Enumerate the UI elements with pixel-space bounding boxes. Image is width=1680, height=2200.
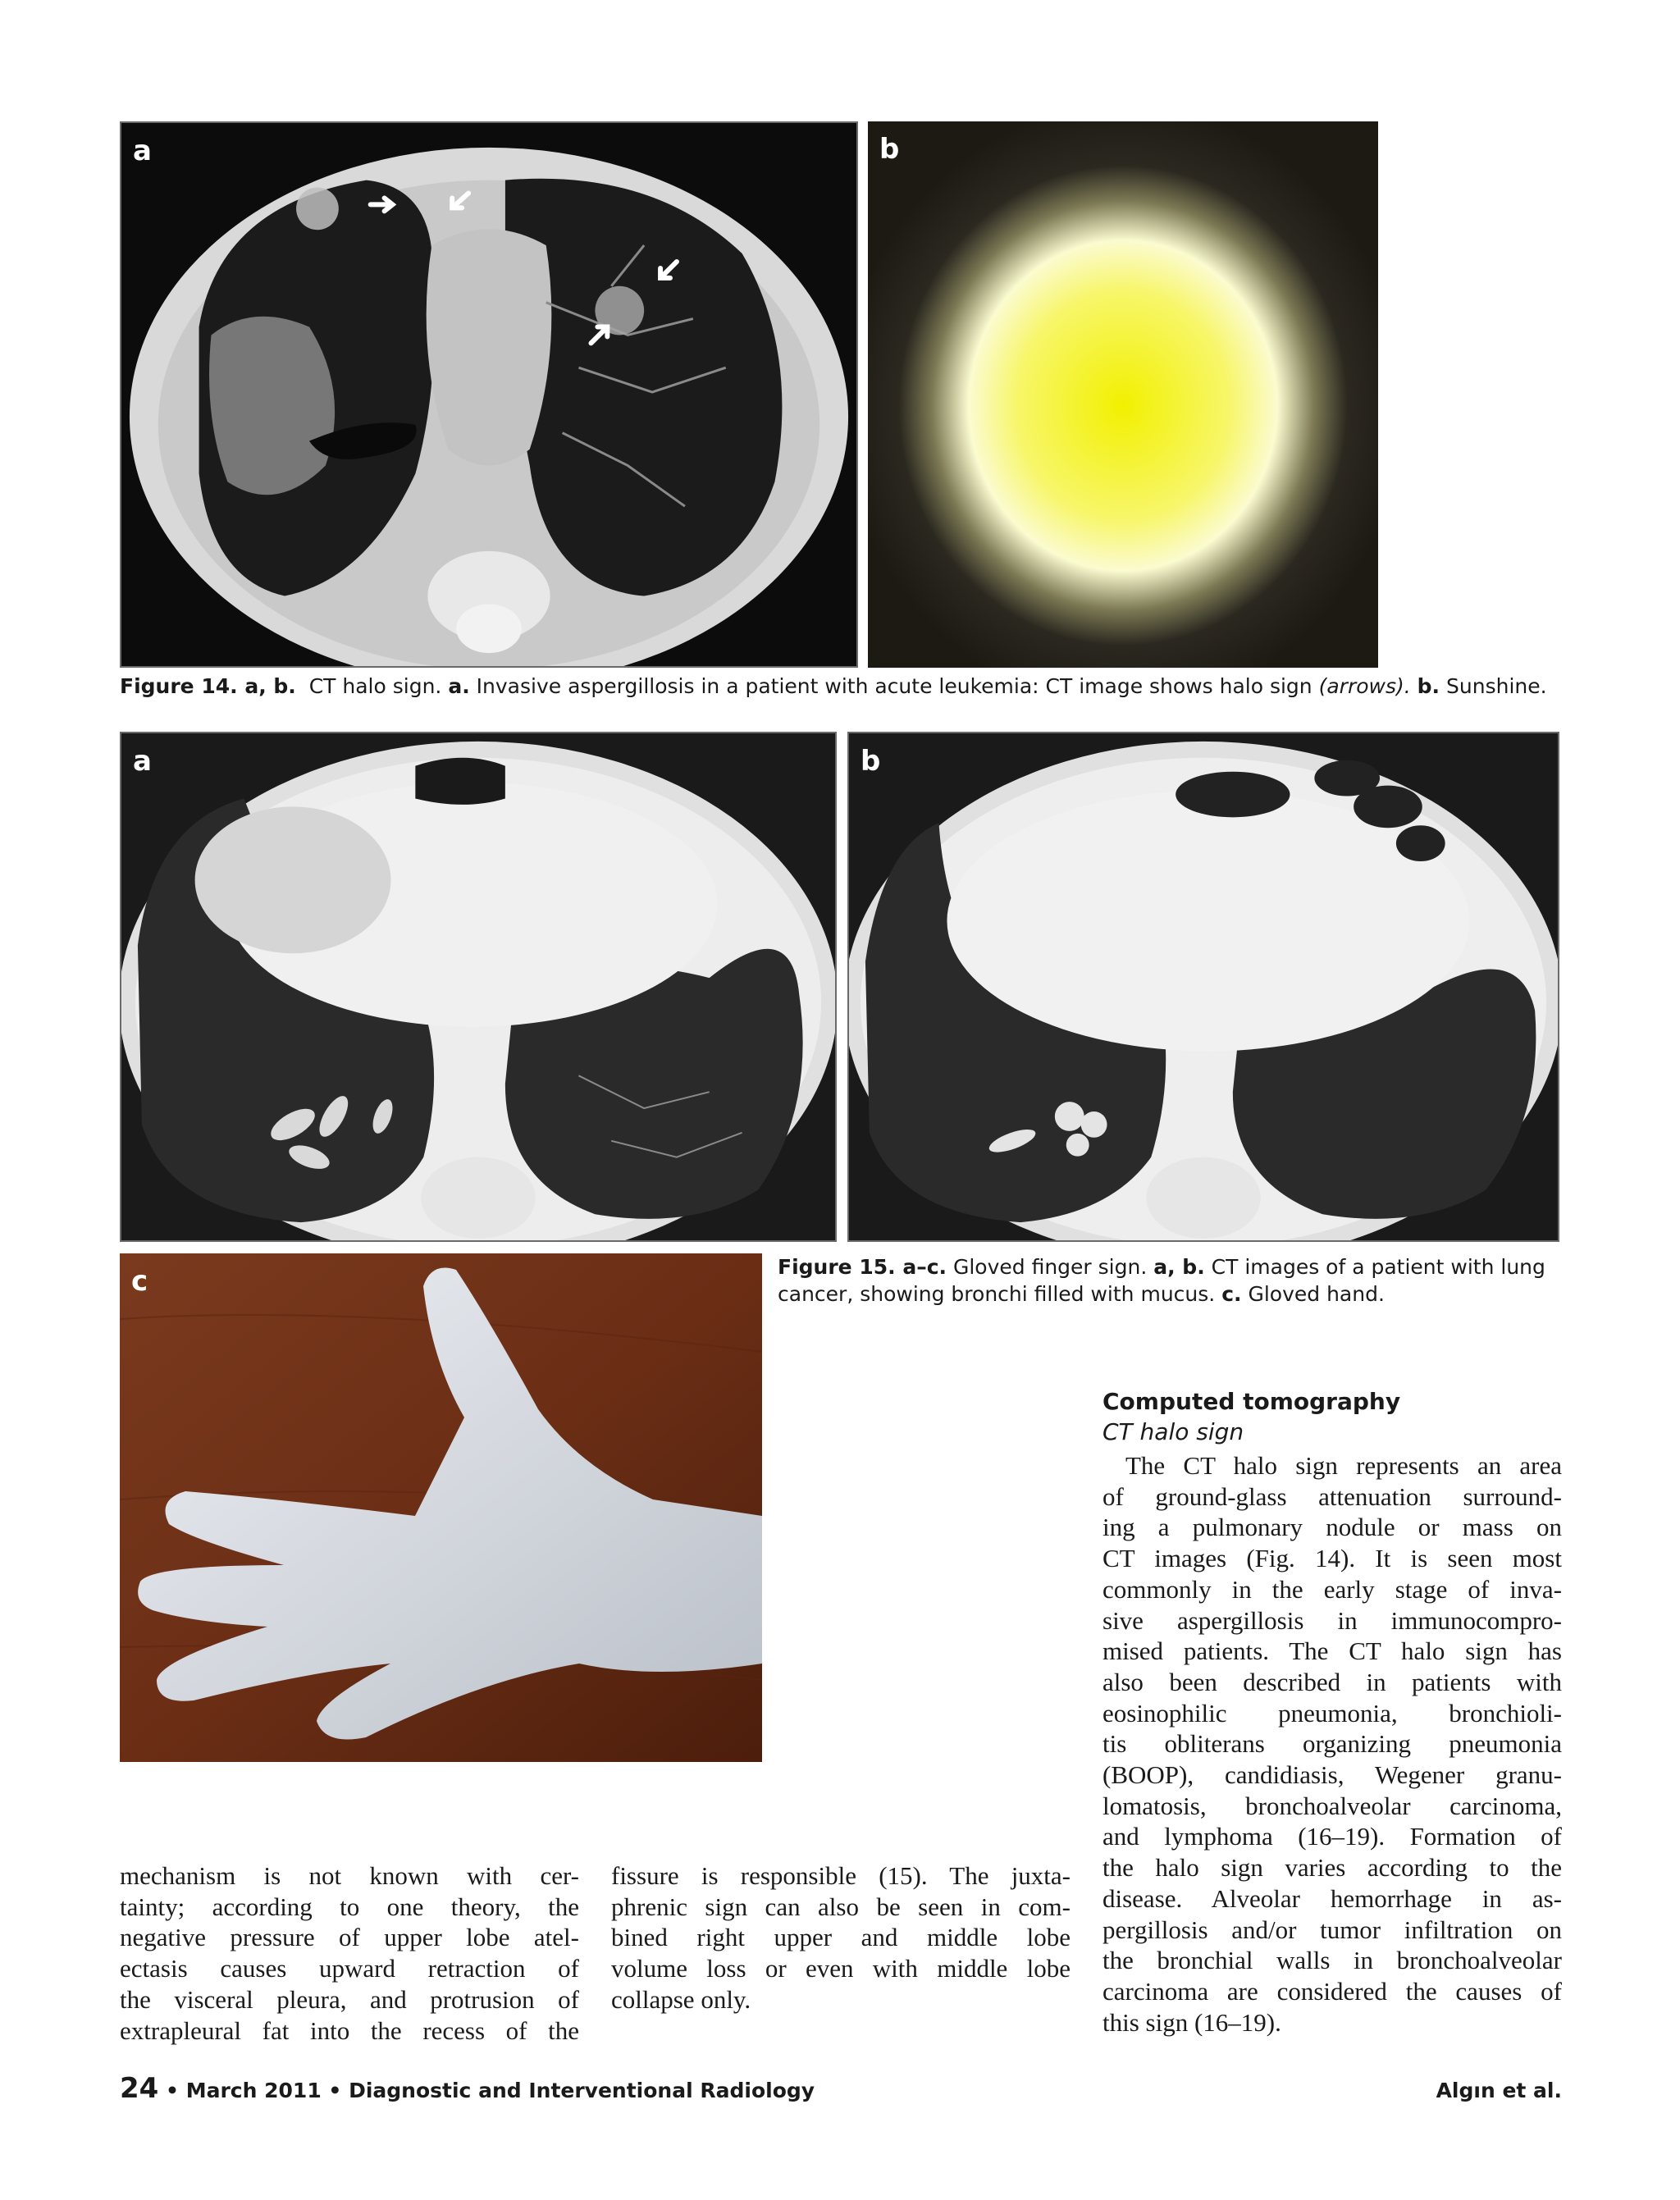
text-line: the bronchial walls in bronchoalveolar [1102,1946,1562,1975]
text-line: CT images (Fig. 14). It is seen most [1102,1544,1562,1573]
ct-chest-illustration [121,123,856,666]
text-line: also been described in patients with [1102,1667,1562,1696]
panel-label-b: b [861,745,881,778]
text-line: collapse only. [611,1984,751,2014]
caption-figure-ref: Figure 15. a–c. [778,1255,947,1279]
ct-lower-chest-a [121,733,835,1240]
caption-title: Gloved finger sign. [952,1255,1148,1279]
text-line: mised patients. The CT halo sign has [1102,1636,1562,1666]
section-heading: Computed tomography [1102,1388,1401,1415]
right-column-body [1102,1450,1562,2038]
section-subheading: CT halo sign [1102,1418,1244,1445]
text-line: mechanism is not known with cer- [120,1861,579,1890]
text-line: fissure is responsible (15). The juxta- [611,1861,1071,1890]
text-line: tis obliterans organizing pneumonia [1102,1729,1562,1759]
text-line: volume loss or even with middle lobe [611,1954,1071,1983]
figure-14b-sunshine-image [868,121,1378,668]
text-line: the halo sign varies according to the [1102,1853,1562,1883]
caption-panel-b-text: Sunshine. [1446,674,1547,698]
text-line: of ground-glass attenuation surround- [1102,1481,1562,1511]
text-line: extrapleural fat into the recess of the [120,2015,579,2045]
text-line: (BOOP), candidiasis, Wegener granu- [1102,1760,1562,1790]
right-column [1102,1388,1562,2038]
caption-panel-a-italic: (arrows). [1318,674,1411,698]
caption-panel-ab-ref: a, b. [1153,1255,1205,1279]
figure-15b-ct-image [847,732,1559,1242]
text-line: and lymphoma (16–19). Formation of [1102,1822,1562,1851]
author-running-head: Algın et al. [1436,2079,1562,2102]
text-line: carcinoma are considered the causes of [1102,1976,1562,2006]
figure-15-caption [778,1253,1565,1308]
caption-panel-b-ref: b. [1417,674,1440,698]
text-line: The CT halo sign represents an area [1125,1451,1562,1480]
text-line: ectasis causes upward retraction of [120,1954,579,1983]
panel-label-b: b [879,133,900,166]
ct-lower-chest-b [849,733,1558,1240]
text-line: pergillosis and/or tumor infiltration on [1102,1915,1562,1944]
text-line: eosinophilic pneumonia, bronchioli- [1102,1698,1562,1728]
text-line: lomatosis, bronchoalveolar carcinoma, [1102,1791,1562,1820]
panel-label-a: a [133,745,152,778]
caption-title: CT halo sign. [308,674,442,698]
text-line: phrenic sign can also be seen in com- [611,1892,1071,1921]
caption-panel-c-ref: c. [1221,1282,1242,1306]
left-column-2 [611,1860,1071,2015]
journal-info: • March 2011 • Diagnostic and Interventional Radiology [166,2079,815,2102]
text-line: sive aspergillosis in immunocompro- [1102,1605,1562,1635]
figure-15c-gloved-hand-photo [120,1253,762,1762]
page-footer [120,2072,1562,2108]
text-line: tainty; according to one theory, the [120,1892,579,1921]
gloved-hand-illustration [120,1253,762,1762]
caption-panel-c-text: Gloved hand. [1248,1282,1385,1306]
text-line: bined right upper and middle lobe [611,1923,1071,1952]
sunshine-illustration [868,121,1378,668]
figure-14-caption [120,673,1678,700]
text-line: commonly in the early stage of inva- [1102,1574,1562,1604]
figure-15a-ct-image [120,732,837,1242]
panel-label-a: a [133,135,152,167]
caption-panel-a-text: Invasive aspergillosis in a patient with acute leukemia: CT image shows halo sign [476,674,1312,698]
text-line: ing a pulmonary nodule or mass on [1102,1513,1562,1542]
caption-figure-ref: Figure 14. a, b. [120,674,296,698]
left-column-1 [120,1860,579,2046]
page-number: 24 [120,2072,159,2105]
caption-panel-ab-text: CT images of a patient with lung cancer, showing bronchi filled with mucus. [778,1255,1545,1306]
figure-14a-ct-image [120,121,858,668]
text-line: this sign (16–19). [1102,2007,1281,2037]
text-line: the visceral pleura, and protrusion of [120,1984,579,2014]
caption-panel-a-ref: a. [448,674,470,698]
text-line: negative pressure of upper lobe atel- [120,1923,579,1952]
panel-label-c: c [131,1265,148,1298]
text-line: disease. Alveolar hemorrhage in as- [1102,1883,1562,1913]
